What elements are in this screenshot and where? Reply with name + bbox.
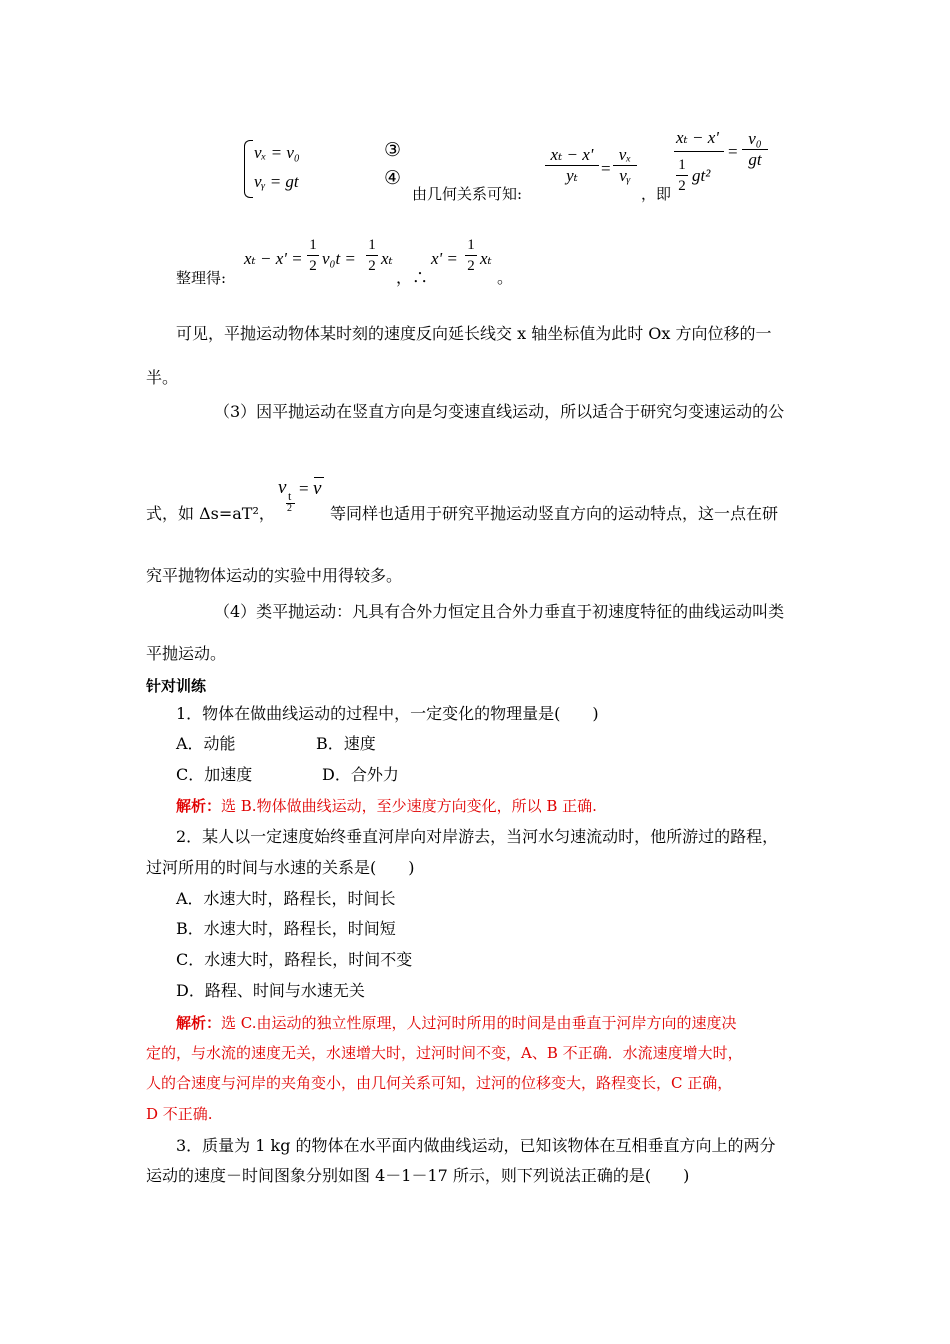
paragraph-3-line-1: （4）类平抛运动：凡具有合外力恒定且合外力垂直于初速度特征的曲线运动叫类 [214,602,785,621]
q1-option-a: A．动能 [176,734,236,753]
ratio2-gt2: gt² [692,166,711,185]
q1-option-c: C．加速度 [176,765,253,784]
paragraph-2-line-3: 究平抛物体运动的实验中用得较多。 [146,566,403,585]
ratio1-lhs [545,146,599,185]
p2-formula-vbar: v [313,478,322,499]
q3-stem-line-1: 3．质量为 1 kg 的物体在水平面内做曲线运动，已知该物体在互相垂直方向上的两分 [176,1136,776,1155]
q2-answer-line-2: 定的，与水流的速度无关，水速增大时，过河时间不变，A、B 不正确．水流速度增大时， [146,1044,743,1062]
ratio1-rhs [613,146,637,185]
q1-answer-text: 选 B.物体做曲线运动，至少速度方向变化，所以 B 正确. [221,797,597,815]
q2-answer-line-4: D 不正确. [146,1105,213,1123]
ratio2-bar [674,151,724,152]
ratio1-den: yₜ [566,166,578,185]
result2-frac: 1 2 [465,236,477,275]
ratio2-half: 1 2 [676,156,688,195]
therefore-text: ，∴ [396,268,429,287]
paragraph-2-line-1: （3）因平抛运动在竖直方向是匀变速直线运动，所以适合于研究匀变速运动的公 [214,402,785,421]
ratio1-eq: = [601,159,611,178]
paragraph-1-line-2: 半。 [146,368,179,387]
result2-lhs: x' = [431,249,458,268]
result1-mid: v₀t = [322,249,356,268]
zhengli-text: 整理得: [176,269,227,287]
paragraph-1-line-1: 可见，平抛运动物体某时刻的速度反向延长线交 x 轴坐标值为此时 Ox 方向位移的一 [176,324,772,343]
section-title: 针对训练 [146,677,207,695]
eq-vx: vₓ = v₀ [254,143,300,162]
q2-stem-line-1: 2．某人以一定速度始终垂直河岸向对岸游去，当河水匀速流动时，他所游过的路程， [176,827,779,846]
p2-formula-subden: 2 [287,503,292,514]
period-text: 。 [497,268,514,287]
system-brace [244,140,253,198]
result1-lhs: xₜ − x' = [244,249,303,268]
q2-answer-line-1: 解析：选 C.由运动的独立性原理，人过河时所用的时间是由垂直于河岸方向的速度决 [176,1014,737,1032]
q2-option-b: B．水速大时，路程长，时间短 [176,919,396,938]
q1-answer-label: 解析： [176,797,222,815]
result2-end: xₜ [480,249,492,268]
q1-option-b: B．速度 [316,734,376,753]
q2-answer-line-3: 人的合速度与河岸的夹角变小，由几何关系可知，过河的位移变大，路程变长，C 正确， [146,1074,733,1092]
p2-formula-sub: t [288,489,292,503]
result1-end: xₜ [381,249,393,268]
paragraph-3-line-2: 平抛运动。 [146,644,227,663]
q2-option-d: D．路程、时间与水速无关 [176,981,365,1000]
q2-option-a: A．水速大时，路程长，时间长 [176,889,396,908]
paragraph-2-line-2a: 式，如 Δs=aT²， [146,504,275,523]
q1-answer [176,796,597,816]
q2-option-c: C．水速大时，路程长，时间不变 [176,950,413,969]
q2-answer-label: 解析： [176,1014,222,1032]
geometry-relation-text: 由几何关系可知: [412,185,523,203]
ratio1-den2: vᵧ [619,166,631,185]
p2-formula-v: v [278,477,287,498]
q1-stem: 1．物体在做曲线运动的过程中，一定变化的物理量是( ) [176,704,599,723]
eq-mark-4: ④ [384,167,402,189]
eq-vy: vᵧ = gt [254,172,299,191]
ji-text: ，即 [641,185,672,203]
result1-frac2: 1 2 [366,236,378,275]
eq-mark-3: ③ [384,139,402,161]
q1-option-d: D．合外力 [322,765,399,784]
ratio2-rhs: v₀ gt [742,130,768,169]
ratio1-num: xₜ − x' [550,145,594,164]
result1-frac1: 1 2 [307,236,319,275]
paragraph-2-line-2b: 等同样也适用于研究平抛运动竖直方向的运动特点，这一点在研 [330,504,779,523]
ratio2-eq: = [728,142,738,161]
ratio2-num: xₜ − x' [676,128,719,147]
p2-formula-eq: = [299,479,309,498]
ratio1-num2: vₓ [618,145,632,164]
q3-stem-line-2: 运动的速度－时间图象分别如图 4－1－17 所示，则下列说法正确的是( ) [146,1166,690,1185]
q2-stem-line-2: 过河所用的时间与水速的关系是( ) [146,858,415,877]
